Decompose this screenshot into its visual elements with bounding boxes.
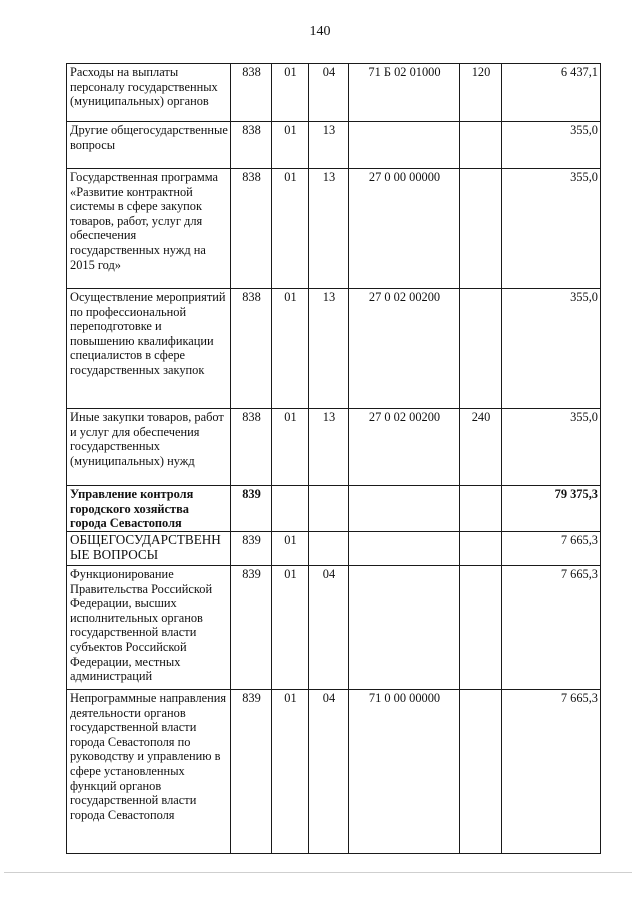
cell-sum: 355,0 [502,122,601,169]
cell-sum: 79 375,3 [502,486,601,532]
cell-name: Осуществление мероприятий по профессиональной переподготовке и повышению квалификации специалистов в сфере государственных закупок [67,289,231,409]
table-row [67,289,601,409]
cell-rz: 01 [272,409,309,486]
cell-ved: 838 [231,122,272,169]
cell-rz: 01 [272,532,309,566]
cell-csr: 71 Б 02 01000 [349,64,460,122]
cell-vr [460,289,502,409]
cell-pr: 04 [309,64,349,122]
cell-name: Управление контроля городского хозяйства города Севастополя [67,486,231,532]
table-row [67,122,601,169]
cell-name: Иные закупки товаров, работ и услуг для обеспечения государственных (муниципальных) нужд [67,409,231,486]
cell-pr [309,532,349,566]
cell-name: Непрограммные направления деятельности органов государственной власти города Севастополя по руководству и управлению в сфере установленных функций органов государственной власти города Севастополя [67,690,231,854]
cell-sum: 6 437,1 [502,64,601,122]
cell-sum: 355,0 [502,289,601,409]
cell-pr: 13 [309,169,349,289]
cell-vr [460,486,502,532]
cell-ved: 838 [231,64,272,122]
cell-ved: 839 [231,532,272,566]
cell-csr [349,122,460,169]
table-row [67,486,601,532]
cell-pr [309,486,349,532]
cell-csr [349,486,460,532]
page-edge-line [4,872,632,873]
cell-vr: 120 [460,64,502,122]
cell-ved: 838 [231,169,272,289]
cell-csr [349,566,460,690]
cell-vr [460,532,502,566]
table-row [67,532,601,566]
cell-ved: 839 [231,690,272,854]
cell-name: ОБЩЕГОСУДАРСТВЕННЫЕ ВОПРОСЫ [67,532,231,566]
table-row [67,690,601,854]
cell-sum: 7 665,3 [502,566,601,690]
cell-csr: 71 0 00 00000 [349,690,460,854]
cell-pr: 04 [309,690,349,854]
cell-rz [272,486,309,532]
cell-csr [349,532,460,566]
cell-rz: 01 [272,566,309,690]
cell-sum: 7 665,3 [502,532,601,566]
cell-pr: 13 [309,289,349,409]
cell-vr [460,169,502,289]
cell-pr: 04 [309,566,349,690]
table-row [67,409,601,486]
cell-name: Другие общегосударственные вопросы [67,122,231,169]
cell-name: Функционирование Правительства Российской Федерации, высших исполнительных органов государственной власти субъектов Российской Федерации, местных администраций [67,566,231,690]
cell-sum: 7 665,3 [502,690,601,854]
table-row [67,169,601,289]
cell-sum: 355,0 [502,169,601,289]
table-row [67,566,601,690]
cell-ved: 838 [231,289,272,409]
cell-vr [460,690,502,854]
cell-csr: 27 0 00 00000 [349,169,460,289]
cell-ved: 838 [231,409,272,486]
cell-rz: 01 [272,64,309,122]
cell-csr: 27 0 02 00200 [349,409,460,486]
cell-rz: 01 [272,122,309,169]
cell-rz: 01 [272,289,309,409]
cell-vr [460,566,502,690]
cell-ved: 839 [231,486,272,532]
cell-vr [460,122,502,169]
table-row [67,64,601,122]
budget-table [66,63,601,854]
cell-ved: 839 [231,566,272,690]
cell-name: Государственная программа «Развитие контрактной системы в сфере закупок товаров, работ, услуг для обеспечения государственных нужд на 2015 год» [67,169,231,289]
cell-name: Расходы на выплаты персоналу государственных (муниципальных) органов [67,64,231,122]
page-number: 140 [309,24,331,39]
cell-pr: 13 [309,409,349,486]
cell-pr: 13 [309,122,349,169]
cell-vr: 240 [460,409,502,486]
cell-rz: 01 [272,169,309,289]
cell-csr: 27 0 02 00200 [349,289,460,409]
cell-sum: 355,0 [502,409,601,486]
cell-rz: 01 [272,690,309,854]
